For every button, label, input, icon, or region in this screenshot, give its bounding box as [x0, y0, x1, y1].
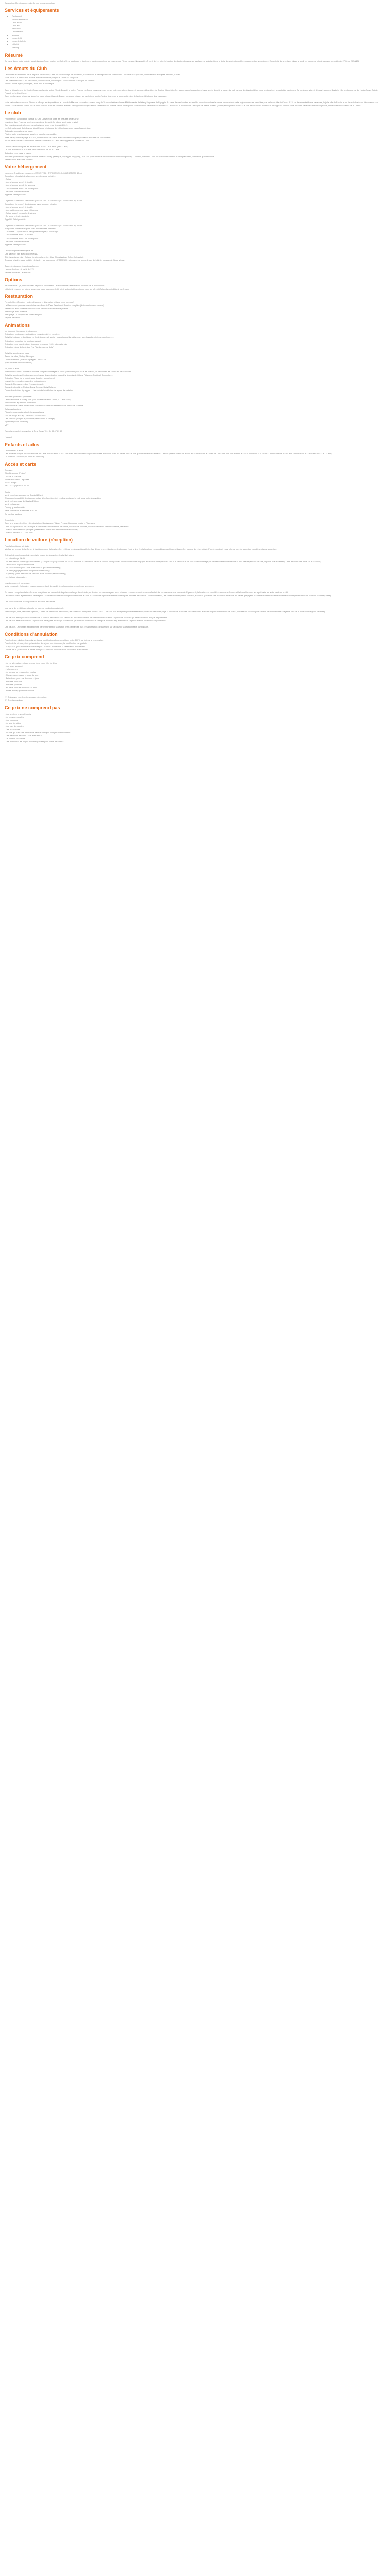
resume-title: Résumé	[5, 52, 23, 58]
service-item: • Restaurant	[12, 15, 378, 18]
restauration-paragraph: Formule Demi-Pension : petits-déjeuners et dîners (vin et table pour boissons) Le Restaurant propose une cuisine avec formule Demi-Pension et Pension complète (boissons incluses ou non) Restaurant avec terrasse dans un cadre naturel avec vue sur la pinède Bar lounge avec terrasse Bar : plage Lu Paquellu en soirée et Apéro Espace barbecue	[5, 301, 104, 319]
location-paragraph: Une caution, Le montant est déterminé par le montant de la caution mais demandée pas pré-autorisation de paiement sur la base de la caution réelle ou véhicule.	[5, 625, 149, 628]
services-title: Services et équipements	[5, 8, 59, 13]
services-list	[5, 15, 378, 49]
conditions-title: Conditions d'annulation	[5, 631, 58, 637]
ne-comprend-section	[5, 705, 378, 743]
acces-paragraph: Adresse : Club Belambra "Pinèdo" Lido de la Marana Route du Cordon Lagunaire 20290 Borgo Tél. : + 33 (0)4 95 30 56 50	[5, 468, 30, 487]
location-paragraph: Une caution est déposée au moment de la remise des clés et sera rendue au retour en fonction de l'état du véhicule et de l'agence de location qui détient le choix du type de paiement. Une caution sera demandée à l'agence lors de la prise en charge du véhicule (le montant varie selon la catégorie du véhicule), à remettre à l'agence et sous réserve de disponibilités.	[5, 616, 168, 622]
resume-text: Au cœur d'une vaste pinède, les pieds dans l'eau, piscine, ce Club Vill est idéal pour « farniente » ou découvrir tous les charmes de l'île de beauté. Nouveauté : À partir du 1er juin, la location de chaises longues sur la plage est gratuite (dans la limite du stock disponible) uniquement en supplément. Exclusivité dans certains dates le lundi, un bonus de prix de pension complète du 27/06 au 29/08/25.	[5, 59, 360, 62]
service-item: • Télévision	[12, 27, 378, 30]
location-paragraph: A défaut de mention contraire précisée lors de la réservation, les tarifs incluent : - un kilométrage illimité ; - les assurances dommages accidentels (CDW) et vol (TP) : en cas de vol du véhicule ou d'accident causé à celui-ci, vous pouvez vous trouver limité de payer les frais et de réparation, sauf si le véhicule a été volé ou endommagé par un tiers clairement identifié et non assuré (et dans ce cas, la police doit le vérifier). Dans les deux cas de la TP et la CDW ; - l'assurance responsabilité civile ; - les taxes locales (TVA, taxe d'aéroport et gouvernementales) ; - Le nettoyage (également aux prix et de services) - le parking (dans des lieux de services et de location (selon contrat)) ; - les frais de réservation.	[5, 553, 321, 579]
ne-comprend-title: Ce prix ne comprend pas	[5, 705, 60, 710]
location-paragraph: Une pièce d'identité ou un passeport en cours de validité.	[5, 600, 56, 603]
animations-paragraph: Activités sportives sur place : Tennis de table, Volley, Pétanque... Cours de fitness (ainsi qu'aquagym LohHYC™ (sous réserve de disponibilités)	[5, 351, 46, 364]
animations-paragraph: Un forum de bienvenue le dimanche Animations en journée : animations en après-midi et en soirée Activités ludiques et familiales en fin de journée et soirée : tournois sportifs, pétanque, jeux, karaoké, cinéma, spectacles ... Animations en soirée du lundi au samedi Animation pour tous les âges dans une ambiance 100% internationale Animation plage de la pinède "Le Pinèdo vous de Lola"	[5, 330, 114, 348]
service-item: • Linge de toilette	[12, 40, 378, 43]
conditions-section	[5, 632, 378, 651]
club-title: Le club	[5, 110, 21, 116]
resume-section	[5, 53, 378, 63]
location-paragraph: En cas de non présentation d'une de ces pièces au moment de la prise en charge du véhicule, ce dernier ne vous sera pas remis et aucun remboursement ne sera effectué. Le rendez-vous sera conservé. Également, la location est considérée comme effectuée et la franchise vous sera prélevée sur votre carte de crédit. La carte de crédit à présenter à la réception : la carte bancaire doit obligatoirement être au nom du conducteur principal et être valable pour la durée de location. Pour information, les cartes de débit (cartes Electron, Maestro...) ne sont pas acceptées ainsi que les cartes prépayées. La carte de crédit doit être un véritable code (informations de carte de crédit requises)	[5, 591, 331, 597]
acces-paragraph: Accès : Venir en avion : aéroport de Bastia (15 km) A l'aéroport possibilité de réserver un taxi à tarif préférentiel, veuillez contacter le club pour toute réservation Venir en train : gare de Bastia (25 km) Venir en bateau : Parking gratuit au club Taxis commerce et services à 300m Au bord de la plage	[5, 490, 101, 515]
restauration-title: Restauration	[5, 294, 34, 299]
page-content	[0, 0, 382, 757]
hebergement-title: Votre hébergement	[5, 164, 47, 170]
service-item: • Parking	[12, 46, 378, 49]
comprend-section	[5, 654, 378, 702]
services-section	[5, 8, 378, 49]
atouts-paragraph: Dans le département de Haute-Corse, sur la côte est de l'île de Beauté, le club « Pinèdo » à Borgo vous ouvre ses portes entre mer et montagnes à quelques kilomètres de Bastia. Il bénéficie d'un cadre naturel exceptionnel avec accès direct à la plage. Le club est une destination idéale pour la plongée et les activités nautiques. De nombreux sites à découvrir comme Bastia la ville la plus grande de Haute-Corse, Saint-Florent, ou le Cap Corse. Dans ce club vous séjournez à pied du plage et du village de Borgo, commune d'Assi; les habitations sont à l'ombre des pins, le logement à pied de la plage, idéal pour des vacances.	[5, 88, 378, 97]
description-note: Description Ce prix comprend / Ce prix ne comprend pas	[5, 2, 55, 4]
service-item: • Piscine extérieure	[12, 18, 378, 21]
animations-paragraph: * payant	[5, 435, 12, 438]
acces-title: Accès et carte	[5, 461, 37, 467]
enfants-title: Enfants et ados	[5, 442, 40, 447]
comprend-list: - Le vol aller-retour, pris en charge dans votre ville de départ - Les taxes aéroport - Hébergement - La formule de restauration choisie - Clubs enfants, parcs et aires de jeux - Animations pour une durée de 4 jours - Activités pour tous - Activités sportives - Kit bébé pour les moins de 24 mois - Accès aux équipements du club	[5, 661, 58, 692]
animations-section	[5, 323, 378, 438]
service-item: • Linge de lit	[12, 37, 378, 40]
location-section	[5, 537, 378, 629]
options-title: Options	[5, 277, 22, 282]
animations-paragraph: En juillet et août : "Bienvenue Teens": profitez d'une offre complète de stages et cours particuliers pour tous les niveaux, et découvrez les sports en haute qualité Activités sportives et ludiques encadrées par des animateurs sportifs, tournois de Volley, Pétanque, Football, Badminton... Animation Plage de la pinède pour tous (en supplément) Les activités encadrées par des professionnels Cours de Fitness avec Lou (en supplément) Cours de stretching, Pilates, Body Combat, Body Balance Cours de natation, Aquagym, ... les enfants bénéficient de leçons de natation ...	[5, 367, 132, 392]
location-paragraph: Une carte de crédit internationale au nom du conducteur principal : Par exemple, Visa, certaines agences, 1 carte de crédit sera demandée, les cartes de débit (carte bleue : Visa ...) ne sont pas acceptées pour la réservation (voir dans certaines pays si un débit de franchise sera demandé) avec les dépôts au minimum de 1 ou 2 journées de location (une caution sera demandée à l'agence lors de la prise en charge du véhicule).	[5, 606, 325, 613]
enfants-text: Club enfants et ados : Des espaces conçus pour les enfants de 3 ans à 5 ans et de 6 à 12 ans avec des activités ludiques et variées aux clubs. Tout est pensé pour le plus grand bonheur des enfants... et des parents ! Le Club enfant est ouvert de 9h à 12h et de 15h à 18h. Un club enfants au Club Pinèdo de 6 à 14 ans. Le mini-club de 4 à 10 ans, ouvert de 11 à 13 ans et Ados 13 à 17 ans). Du 27/06 au 29/08/25 (du lundi au vendredi)	[5, 449, 332, 458]
comprend-title: Ce prix comprend	[5, 654, 44, 659]
hebergement-section	[5, 164, 378, 274]
location-paragraph: Pour la location du véhicule : Vérifiez les modes de la Corse, à fonctionnement la location d'un véhicule en réservation et le tarif au 1 jour et les réductions, des bureaux (voir le lien) (en la location, voir conditions par l'intermédiaire d'un numéro de réservation). Prendre contact, vous informe plus de garanties complémentaires souscrites.	[5, 544, 278, 550]
atouts-title: Les Atouts du Club	[5, 65, 47, 71]
enfants-section	[5, 442, 378, 459]
conditions-text: Pour toute annulation : les seuls sont pour modification et non conditions cette, 100% de frais de la réservation. Pour toute la période, si de présentation du séjour plus d'un mois, la modification est gratuite. - Jusqu'à 30 jours avant le début du séjour : 10% du montant de la réservation avec retenu - Moins de 30 jours avant le début du séjour : 100% du montant de la réservation avec retenu	[5, 638, 104, 651]
animations-paragraph: Renseignement et réservation à Terra Corsa Tel.: 04 95 47 69 48	[5, 429, 62, 432]
club-section	[5, 110, 378, 161]
hebergement-paragraph: Logement 2 cabines 4 personnes (ESSENTIEL | TERRASSE | CLIMATISATION) 30 m² Bungalows (chambre) de plain-pied avec terrasse privative - Une chambre avec 1 lit double - Une petite chambre avec 1 lit simple - Séjour avec 1 banquette lit simple - Terrasse privative équipée Appel tél Bébé possible	[5, 199, 82, 221]
service-item: • Club enfant	[12, 21, 378, 24]
hebergement-paragraph: Toutes les logements sont non-fumeur Heures d'arrivée : à partir de 17h Heures de départ : avant 10h	[5, 264, 39, 274]
service-item: • Ménage	[12, 33, 378, 37]
hebergement-paragraph: Chaque logement est équipé de : Une salle de bain avec douche et WC Télévision écran plat - Cuisine fonctionnelle, évier, frigo, Climatisation, Coffre- fort gratuit Terrasse privative avec mobilier de jardin : les logements « PREMIUM » disposent de draps, linges de toilette, ménage de fin de séjour.	[5, 249, 125, 261]
location-title: Location de voiture (réception)	[5, 537, 73, 543]
options-text: Kit bébé offert : (lit, chaise haute, baignoire, rehausseur... sur demande à effectuer au moment de la réservation) Lit bébé à réserver en même temps que votre logement, le kit bébé est gratuit (mentionné dans les offres) (Selon disponibilités, à confirmer)	[5, 284, 129, 291]
atouts-section	[5, 66, 378, 107]
acces-section	[5, 462, 378, 534]
animations-title: Animations	[5, 323, 30, 328]
animations-paragraph: Activités sportives à proximité : Centre équestre et poney club (tarif préférentiel env. 15 km, VTT sur place) Randonnées aquatiques d'initiation Randonnée au cœur de la nature préservée Corse aux sentiers de la pinède de Marana Calamaretourisme Plongée sous-marine et activités aquatiques Golf de Borgo au Cap Corse ou Corse du Sud Des sites de plongée à proximité (centre dans le village) Sportivité (cours collectifs) VTT	[5, 395, 83, 426]
hebergement-paragraph: Logement 3 cabines 4 personnes (ESSENTIEL | TERRASSE | CLIMATISATION) 40 m² Bungalows climatisé de plain-pied avec terrasse privative - Séjour - Une chambre avec 1 lit double - Une chambre avec 2 lits simples - Une chambre avec 2 lits superposés - Terrasse privative équipée Appel tél Bébé possible	[5, 171, 82, 196]
atouts-paragraph: Votre cadre de vacances « Pinèdo » à Borgo est implanté sur le Lido de la Marana, un cordon sableux long de 10 km qui sépare la mer Méditerranée de l'étang lagunaire de Biguglia. Au cœur de ces habitats en famille, vous découvrirez la nature préservée de cette région comprise parmi les plus belles de Haute-Corse. À 13 km de votre résidence vacances, la jolie ville de Bastia et les lieux de loisirs ou découvertes en famille : vous attirent Fillinet sur le Vieux Port ou dans sa citadelle, admirez ses églises baroques et son tabernacle du 17ème siècle, tel un guide pour découvrir la ville et ses alentours. Le club est à proximité de l'aéroport de Bastia Poretta (20 km) et du port de Bastia. Le club de vacances « Pinèdo » à Borgo est l'endroit rêvé pour des vacances mêlant baignade, farniente et découvertes de la Corse.	[5, 100, 378, 107]
atouts-paragraph: Découvrez les richesses de la région « Plu Alcrem, Calvi, les roses village de Bonifacio, Saint Florent et les vignobles de Patrimonio, Douzie et le Cap Corse, Porto et les Calanques de Piana, Corte... Votre vous à la pinède aux marine avec le centre de plongée à 15 km du site (pour Des chambres avec 2 à 4 personnes, un ambiance, concertgy VTT conviennent publique, les familles... Profitez d'une région privilégiée, entre mer et montagne.	[5, 73, 182, 85]
hebergement-paragraph: Logement 3 cabines 6 personnes (ESSENTIEL | TERRASSE | CLIMATISATION) 45 m² Bungalows climatisé de plain-pied avec terrasse privative - Chambre 1 séjour avec 1 banquette lit simple (1 couchage) - Une chambre avec 1 lit double - Une chambre avec 2 lits superposés - Terrasse privative équipée Appel tél Bébé possible	[5, 224, 82, 246]
options-section	[5, 277, 378, 291]
ne-comprend-list: - Les services et suppléments - La pension complète - Les boissons - La taxe de séjour - Les frais de dossiers - Les assurances - Tout ce qui n'est pas mentionné dans la rubrique "Nos prix comprennent" - Les transferts aéroport / club aller-retour - La location de voiture - Les musées et les plages sommes (privées) sur le site de Marina	[5, 712, 71, 743]
restauration-section	[5, 294, 378, 319]
club-paragraph: Club de l'animation pour les enfants dès 4 ans. Club ados. (dès 11 ans) Un club enfants de 4 à 10 ans et un club ados de 11 à 17 ans. Animation pour toute la saison Activités sportives et ludiques : tennis de table, volley, pétanque, aquagym, ping pong, tir à l'arc (sous réserve des conditions météorologiques) ..., football, activités ... sur « Cyclisme et activités » et le plan d'eau, animation grande scène. Restauration à la carte, Buvette.	[5, 145, 215, 161]
service-item: • Climatisation	[12, 30, 378, 33]
service-item: • Club ado	[12, 24, 378, 27]
service-item: • Lit bébé	[12, 43, 378, 46]
acces-paragraph: A proximité : Dans une rayon de 400m : Administration, Boulangerie, Tabac, Presse, Bureau de poste et Pharmacie Dans un rayon de 15 km : Banque et distributeur automatique de billets, Location de voitures, Location de vélos, Station essence, Médecins Location de matériel de plongée (Réservation au forum d'information le dimanche). Location de vélos VTT : au club	[5, 518, 129, 534]
location-paragraph: Les documents à présenter : Votre « contrat » (original et chaque document est demandé, les photocopies ne sont pas acceptées.	[5, 582, 94, 588]
club-paragraph: Proximité de l'aéroport de Bastia, du Cap Corse et de toute les beautés de la Corse. Les pieds dans l'eau sur une immense plage de sable fin (plage aménagée privée) Des chambres sont à l'ombre des pins (sous réserve de disponibilités). Le Club est classé 3 étoiles par Atout France et dispose de 18 hectares, avec magnifique pinède. Baignade, animations sur place. Piscine toute la saison avec solarium, planches de paddle. Base nautique sur la plage du Club, ouverte toute la saison avec activités nautiques (certaines activités en supplément). « Club sans voiture » : circulation interne à l'intérieur du Club, parking gratuit à l'entrée du Club.	[5, 117, 111, 142]
comprend-note: (1) À réserver en même temps que votre séjour (2) À certaines dates	[5, 696, 47, 702]
